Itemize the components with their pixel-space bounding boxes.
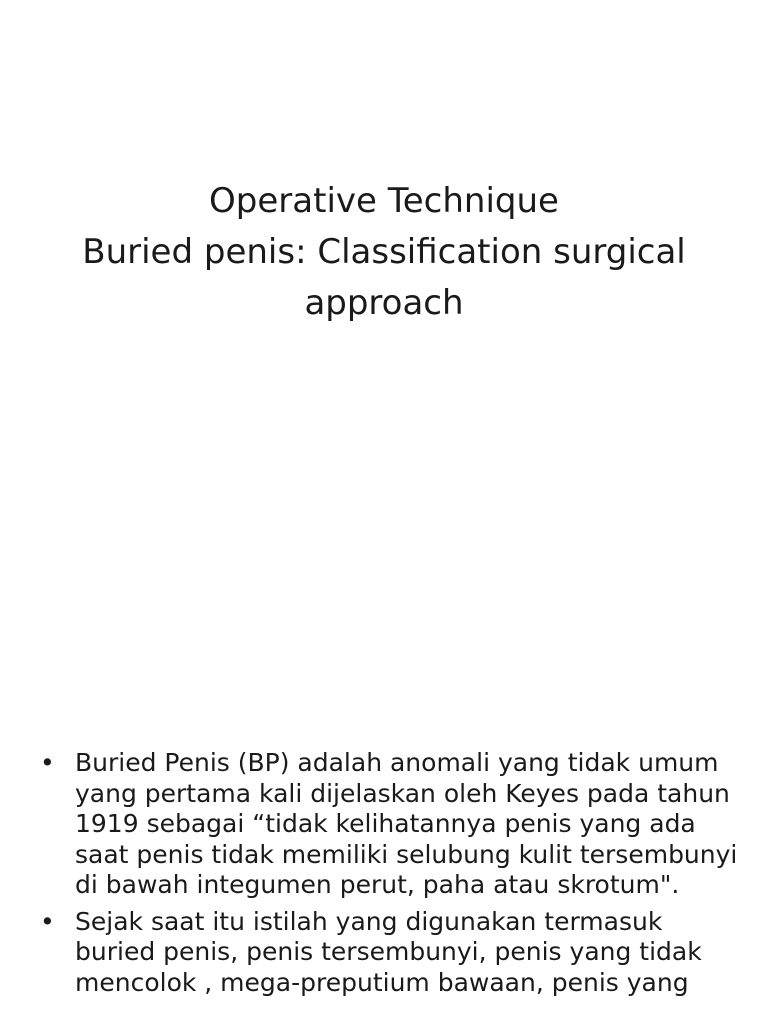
- title-line-2: Buried penis: Classification surgical: [82, 232, 686, 272]
- bullet-item: [40, 907, 740, 999]
- bullet-list: [40, 748, 740, 1004]
- bullet-text: Buried Penis (BP) adalah anomali yang tidak umum yang pertama kali dijelaskan oleh Keyes pada tahun 1919 sebagai “tidak kelihatannya penis yang ada saat penis tidak memiliki selubung kulit tersembunyi di bawah integumen perut, paha atau skrotum".: [75, 748, 738, 899]
- bullet-item: [40, 748, 740, 901]
- title-line-3: approach: [304, 283, 464, 323]
- bullet-marker: •: [40, 906, 55, 936]
- bullet-text: Sejak saat itu istilah yang digunakan termasuk buried penis, penis tersembunyi, penis yang tidak mencolok , mega-preputium bawaan, penis yang: [75, 906, 702, 997]
- slide-title: [0, 176, 768, 329]
- bullet-marker: •: [40, 748, 55, 777]
- title-line-1: Operative Technique: [209, 181, 559, 221]
